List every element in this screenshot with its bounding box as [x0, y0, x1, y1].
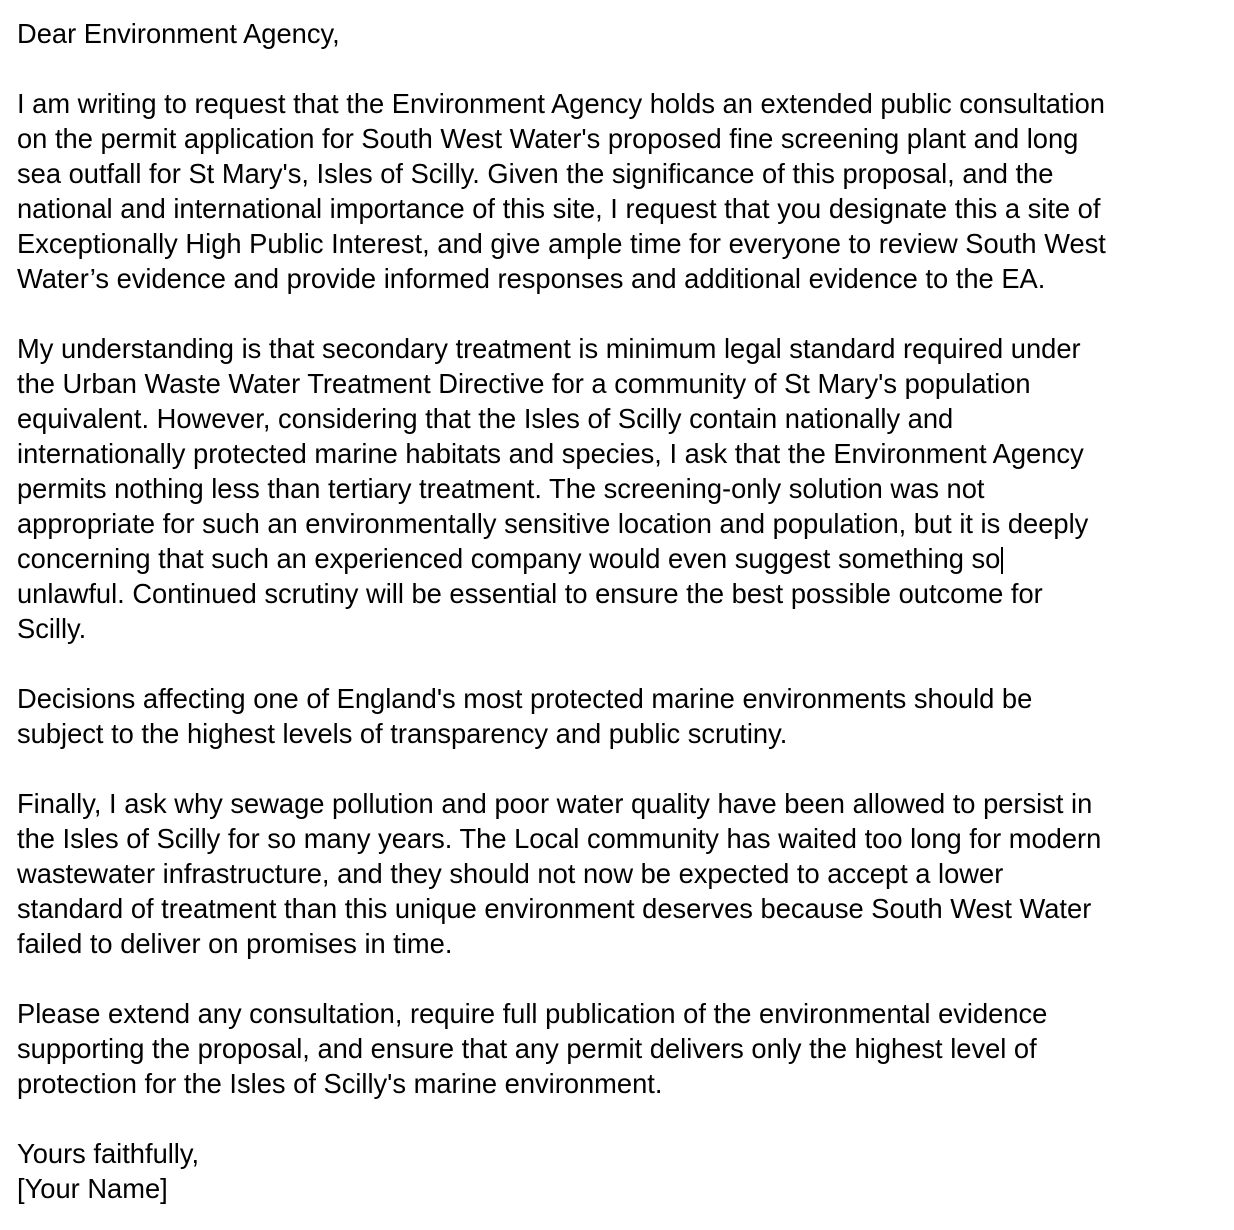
text-caret: [1001, 547, 1003, 574]
text-line: protection for the Isles of Scilly's marine environment.: [17, 1068, 663, 1099]
paragraph-treatment-standard: [17, 331, 1229, 646]
paragraph-pollution-history: [17, 786, 1229, 961]
text-line: concerning that such an experienced company would even suggest something so: [17, 543, 1001, 574]
text-line: Finally, I ask why sewage pollution and poor water quality have been allowed to persist in: [17, 788, 1093, 819]
text-line: Decisions affecting one of England's most protected marine environments should be: [17, 683, 1033, 714]
text-line: appropriate for such an environmentally sensitive location and population, but it is deeply: [17, 508, 1089, 539]
text-line: internationally protected marine habitats and species, I ask that the Environment Agency: [17, 438, 1084, 469]
text-line: Scilly.: [17, 613, 87, 644]
blank-line: [17, 961, 1229, 996]
paragraph-transparency: [17, 681, 1229, 751]
text-line: supporting the proposal, and ensure that any permit delivers only the highest level of: [17, 1033, 1037, 1064]
text-line: subject to the highest levels of transparency and public scrutiny.: [17, 718, 788, 749]
text-line: equivalent. However, considering that the Isles of Scilly contain nationally and: [17, 403, 954, 434]
paragraph-consultation-request: [17, 86, 1229, 296]
blank-line: [17, 1101, 1229, 1136]
text-line-with-caret: [17, 541, 1229, 576]
closing: Yours faithfully,: [17, 1138, 200, 1169]
text-line: Exceptionally High Public Interest, and give ample time for everyone to review South West: [17, 228, 1106, 259]
text-line: I am writing to request that the Environment Agency holds an extended public consultation: [17, 88, 1105, 119]
text-line: permits nothing less than tertiary treatment. The screening-only solution was not: [17, 473, 985, 504]
text-line: national and international importance of this site, I request that you designate this a site of: [17, 193, 1101, 224]
letter-editor[interactable]: [17, 16, 1229, 1206]
text-line: Please extend any consultation, require full publication of the environmental evidence: [17, 998, 1048, 1029]
blank-line: [17, 296, 1229, 331]
text-line: standard of treatment than this unique environment deserves because South West Water: [17, 893, 1092, 924]
text-line: unlawful. Continued scrutiny will be essential to ensure the best possible outcome for: [17, 578, 1043, 609]
text-line: on the permit application for South West Water's proposed fine screening plant and long: [17, 123, 1079, 154]
text-line: sea outfall for St Mary's, Isles of Scilly. Given the significance of this proposal, and the: [17, 158, 1054, 189]
blank-line: [17, 646, 1229, 681]
text-line: wastewater infrastructure, and they should not now be expected to accept a lower: [17, 858, 1004, 889]
paragraph-final-request: [17, 996, 1229, 1101]
text-line: Water’s evidence and provide informed responses and additional evidence to the EA.: [17, 263, 1046, 294]
text-line: failed to deliver on promises in time.: [17, 928, 453, 959]
salutation: Dear Environment Agency,: [17, 18, 340, 49]
text-line: the Urban Waste Water Treatment Directive for a community of St Mary's population: [17, 368, 1031, 399]
text-line: My understanding is that secondary treatment is minimum legal standard required under: [17, 333, 1081, 364]
blank-line: [17, 51, 1229, 86]
blank-line: [17, 751, 1229, 786]
signature: [Your Name]: [17, 1173, 168, 1204]
text-line: the Isles of Scilly for so many years. The Local community has waited too long for modern: [17, 823, 1102, 854]
